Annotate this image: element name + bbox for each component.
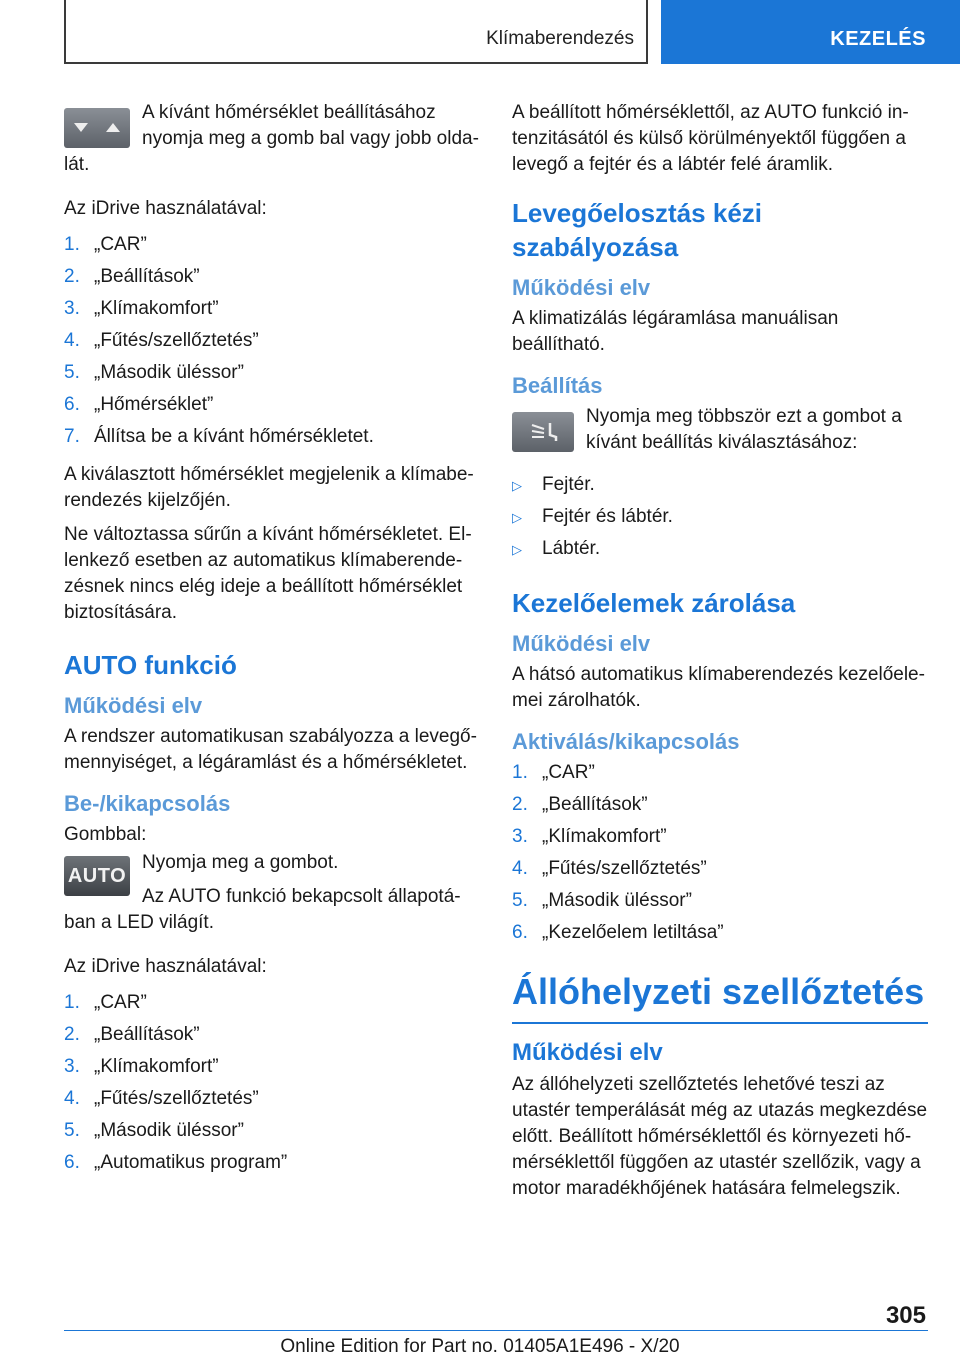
button-label: Gombbal:: [64, 824, 147, 845]
option-text: Fejtér.: [542, 474, 595, 495]
step-item: [64, 1118, 479, 1150]
temperature-steps: [64, 232, 479, 456]
setting-heading: Beállítás: [512, 373, 603, 398]
step-item: [64, 328, 479, 360]
step-text: „Második üléssor”: [94, 362, 244, 383]
header-section-title: Klímaberendezés: [486, 28, 634, 49]
header-chapter-title: KEZELÉS: [830, 28, 926, 50]
step-text: „Beállítások”: [94, 1024, 200, 1045]
air-distribution-icon: [512, 412, 574, 452]
step-item: [512, 856, 928, 888]
step-text: „Fűtés/szellőztetés”: [542, 858, 707, 879]
step-item: [512, 760, 928, 792]
lock-heading: Kezelőelemek zárolása: [512, 588, 796, 618]
step-number: 3.: [64, 1056, 80, 1077]
option-text: Lábtér.: [542, 538, 601, 559]
step-number: 5.: [512, 890, 528, 911]
parking-ventilation-heading: Állóhelyzeti szellőztetés: [512, 970, 928, 1024]
step-text: „Klímakomfort”: [94, 298, 219, 319]
idrive-intro-2: Az iDrive használatával:: [64, 956, 267, 977]
manual-principle-text: A klimatizálás légáramlása manuálisan beállítható.: [512, 308, 839, 355]
option-item: [512, 472, 928, 504]
step-number: 2.: [64, 266, 80, 287]
parking-principle-heading: Működési elv: [512, 1039, 663, 1066]
temperature-arrows-icon: [64, 108, 130, 148]
step-text: „CAR”: [94, 234, 147, 255]
header-chapter-box: [661, 0, 960, 64]
step-item: [512, 888, 928, 920]
left-column: [64, 100, 479, 1188]
page-number: 305: [885, 1302, 926, 1329]
press-button-text: Nyomja meg a gombot.: [142, 852, 339, 873]
option-text: Fejtér és lábtér.: [542, 506, 673, 527]
step-number: 7.: [64, 426, 80, 447]
step-item: [64, 990, 479, 1022]
header-section-box: [64, 0, 648, 64]
step-number: 4.: [64, 1088, 80, 1109]
step-text: „Második üléssor”: [94, 1120, 244, 1141]
step-item: [64, 264, 479, 296]
step-item: [64, 296, 479, 328]
step-text: „CAR”: [94, 992, 147, 1013]
display-paragraph: A kiválasztott hőmérséklet megjelenik a klímaberendezés kijelzőjén.: [64, 464, 474, 511]
auto-instruction: [64, 850, 479, 944]
manual-principle-heading: Működési elv: [512, 275, 651, 300]
auto-function-heading: AUTO funkció: [64, 650, 237, 680]
air-options: [512, 472, 928, 568]
step-number: 6.: [64, 1152, 80, 1173]
temp-instruction-text: A kívánt hőmérséklet beállításához nyomja meg a gomb bal vagy jobb oldalát.: [64, 102, 479, 175]
step-item: [64, 392, 479, 424]
step-text: „Klímakomfort”: [542, 826, 667, 847]
step-item: [512, 920, 928, 952]
lock-principle-text: A hátsó automatikus klímaberendezés kezelőelemei zárolhatók.: [512, 664, 925, 711]
footer-edition: Online Edition for Part no. 01405A1E496 - X/20: [280, 1336, 680, 1357]
step-text: „CAR”: [542, 762, 595, 783]
step-text: Állítsa be a kívánt hőmérsékletet.: [94, 426, 374, 447]
right-column: [512, 100, 928, 1210]
option-item: [512, 504, 928, 536]
step-item: [512, 824, 928, 856]
auto-principle-text: A rendszer automatikusan szabályozza a levegőmennyiséget, a légáramlást és a hőmérsékletet.: [64, 726, 477, 773]
step-item: [64, 1022, 479, 1054]
footer-divider: [64, 1330, 928, 1331]
parking-principle-text: Az állóhelyzeti szellőztetés lehetővé teszi az utastér temperálását még az utazás megkezdése előtt. Beállított hőmérséklettől és környezeti hőmérséklettől függően az utastér szellőzik, vagy a motor maradékhőjének hatására felmelegszik.: [512, 1074, 928, 1199]
step-text: „Kezelőelem letiltása”: [542, 922, 724, 943]
step-text: „Második üléssor”: [542, 890, 692, 911]
step-text: „Beállítások”: [94, 266, 200, 287]
warning-paragraph: Ne változtassa sűrűn a kívánt hőmérsékletet. Ellenkező esetben az automatikus klímaberendezésnek nincs elég ideje a beállított hőmérséklet biztosítására.: [64, 524, 472, 623]
step-number: 6.: [512, 922, 528, 943]
triangle-bullet-icon: ▷: [512, 510, 522, 525]
triangle-bullet-icon: ▷: [512, 478, 522, 493]
step-number: 6.: [64, 394, 80, 415]
step-item: [64, 424, 479, 456]
step-text: „Hőmérséklet”: [94, 394, 214, 415]
press-repeat-text: Nyomja meg többször ezt a gombot a kívánt beállítás kiválasztásához:: [586, 406, 902, 453]
step-number: 4.: [64, 330, 80, 351]
step-number: 2.: [64, 1024, 80, 1045]
step-number: 3.: [64, 298, 80, 319]
step-text: „Beállítások”: [542, 794, 648, 815]
lock-steps: [512, 760, 928, 952]
option-item: [512, 536, 928, 568]
step-number: 1.: [64, 992, 80, 1013]
step-number: 5.: [64, 362, 80, 383]
step-number: 5.: [64, 1120, 80, 1141]
activate-heading: Aktiválás/kikapcsolás: [512, 729, 740, 754]
step-item: [64, 1054, 479, 1086]
auto-principle-heading: Működési elv: [64, 693, 203, 718]
step-item: [64, 232, 479, 264]
lock-principle-heading: Működési elv: [512, 631, 651, 656]
triangle-bullet-icon: ▷: [512, 542, 522, 557]
led-text: Az AUTO funkció bekapcsolt állapotában a LED világít.: [64, 886, 461, 933]
step-text: „Automatikus program”: [94, 1152, 288, 1173]
step-number: 1.: [64, 234, 80, 255]
airflow-paragraph: A beállított hőmérséklettől, az AUTO funkció intenzitásától és külső körülményektől függően a levegő a fejtér és a lábtér felé áramlik.: [512, 102, 909, 175]
step-item: [64, 1086, 479, 1118]
step-text: „Fűtés/szellőztetés”: [94, 1088, 259, 1109]
auto-steps: [64, 990, 479, 1182]
step-text: „Fűtés/szellőztetés”: [94, 330, 259, 351]
auto-button-icon: AUTO: [64, 856, 130, 896]
step-number: 4.: [512, 858, 528, 879]
step-number: 2.: [512, 794, 528, 815]
manual-distribution-heading: Levegőelosztás kézi szabályozása: [512, 198, 762, 262]
onoff-heading: Be-/kikapcsolás: [64, 791, 231, 816]
idrive-intro: Az iDrive használatával:: [64, 198, 267, 219]
step-item: [512, 792, 928, 824]
step-item: [64, 360, 479, 392]
step-number: 1.: [512, 762, 528, 783]
temp-instruction: [64, 100, 479, 186]
step-item: [64, 1150, 479, 1182]
air-instruction: [512, 404, 928, 464]
step-number: 3.: [512, 826, 528, 847]
step-text: „Klímakomfort”: [94, 1056, 219, 1077]
